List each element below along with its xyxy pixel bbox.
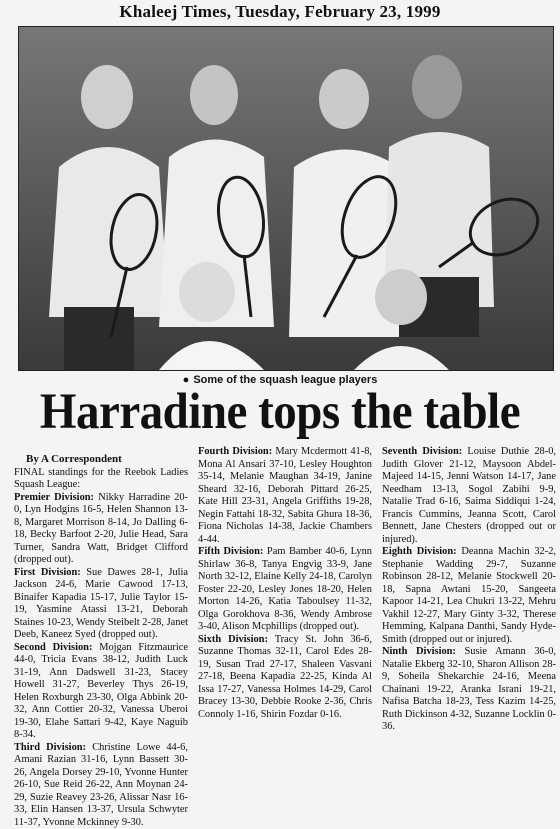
division-results (198, 634, 372, 722)
division-standings: Deanna Machin 32-2, Stephanie Wadding 29-7, Suzanne Robinson 28-12, Melanie Stockwell 20-18, Sapna Awtani 15-20, Sangeeta Kapoor 14-21, Lea Chukri 13-22, Mehru Vakhil 12-27, Mary Ginty 3-32, Therese Hemming, Kalpana Danthi, Sandy Hyde-Smith (dropped out or injured). (382, 546, 556, 645)
division-results (14, 742, 188, 829)
division-name: Fourth Division: (198, 446, 272, 457)
article-column (198, 446, 372, 758)
division-results (198, 446, 372, 546)
division-standings: Sue Dawes 28-1, Julia Jackson 24-6, Marie Cawood 17-13, Binaifer Kapadia 15-17, Julie Taylor 15-19, Yasmine Atassi 13-21, Deborah Staines 10-23, Wendy Steibelt 2-28, Janet Deeb, Kaneez Syed (dropped out). (14, 567, 188, 641)
division-results (198, 546, 372, 634)
division-results (382, 646, 556, 734)
division-standings: Tracy St. John 36-6, Suzanne Thomas 32-11, Carol Edes 28-19, Susan Trad 27-17, Shaleen Vasvani 27-18, Beena Kapadia 22-25, Kinda Al Issa 17-27, Vanessa Holmes 14-29, Carol Bracey 13-30, Debbie Rooke 2-36, Chris Connoly 1-16, Shirin Fozdar 0-16. (198, 634, 372, 720)
division-name: Second Division: (14, 642, 92, 653)
division-results (382, 546, 556, 646)
division-results (14, 492, 188, 567)
division-results (382, 446, 556, 546)
division-name: Premier Division: (14, 492, 94, 503)
caption-text: Some of the squash league players (193, 374, 377, 386)
division-name: Eighth Division: (382, 546, 457, 557)
division-name: Ninth Division: (382, 646, 456, 657)
division-standings: Louise Duthie 28-0, Judith Glover 21-12, Maysoon Abdel-Majeed 14-15, Jenni Watson 14-17, Jane Needham 13-13, Sogol Zabihi 9-9, Natalie Trad 6-16, Saima Siddiqui 1-24, Francis Cummins, Jeanna Scott, Carol Bennett, Jane Chesters (dropped out or injured). (382, 446, 556, 545)
masthead: Khaleej Times, Tuesday, February 23, 1999 (0, 2, 560, 22)
byline: By A Correspondent (14, 453, 188, 466)
squash-players-photo (18, 26, 554, 371)
photo-illustration (19, 27, 553, 370)
division-standings: Mojgan Fitzmaurice 44-0, Tricia Evans 38-12, Judith Luck 31-19, Ann Dadswell 31-23, Stacey Howell 31-27, Beverley Thys 26-19, Helen Roxburgh 23-30, Olga Abbink 20-32, Ann Cottier 20-32, Vanessa Uberoi 19-30, Elahe Sattari 9-42, Kaye Naguib 8-34. (14, 642, 188, 741)
division-name: Seventh Division: (382, 446, 462, 457)
article-column (14, 446, 188, 758)
division-standings: Pam Bamber 40-6, Lynn Shirlaw 36-8, Tanya Engvig 33-9, Jane North 32-12, Elaine Kelly 24-18, Carolyn Foster 22-20, Lesley Jones 18-20, Helen Morton 14-26, Katia Taboulsey 11-32, Olga Gorokhova 8-36, Wendy Ambrose 3-40, Alison Mcphillips (dropped out). (198, 546, 372, 632)
division-results (14, 567, 188, 642)
division-name: Sixth Division: (198, 634, 268, 645)
division-name: First Division: (14, 567, 81, 578)
division-standings: Nikky Harradine 20-0, Lyn Hodgins 16-5, Helen Shannon 13-8, Margaret Morrison 8-14, Jo Dalling 6-18, Becky Barfoot 2-20, Julie Head, Sara Turner, Sandra Watt, Bridget Clifford (dropped out). (14, 492, 188, 566)
division-standings: Mary Mcdermott 41-8, Mona Al Ansari 37-10, Lesley Houghton 35-14, Melanie Maughan 34-19, Janine Sheard 32-16, Deborah Pittard 26-25, Kate Hill 23-31, Angela Griffiths 19-28, Negin Fattahi 18-32, Sabita Ghura 18-36, Fiona Nicholas 14-38, Jackie Chambers 4-44. (198, 446, 372, 545)
intro-paragraph: FINAL standings for the Reebok Ladies Squash League: (14, 467, 188, 492)
article-body (14, 446, 556, 758)
division-standings: Susie Amann 36-0, Natalie Ekberg 32-10, Sharon Allison 28-9, Soheila Shekarchie 24-16, Meena Chainani 19-22, Aranka Israni 19-21, Nafisa Batcha 18-23, Tess Kazim 14-25, Ruth Dickinson 4-32, Suzanne Locklin 0-36. (382, 646, 556, 732)
division-standings: Christine Lowe 44-6, Amani Razian 31-16, Lynn Bassett 30-26, Angela Dorsey 29-10, Yvonne Hunter 26-10, Sue Reid 26-22, Ann Moynan 24-29, Suzie Reavey 23-26, Alissar Nasr 16-33, Elin Hansen 13-37, Ursula Schwyter 11-37, Yvonne Mckinney 9-30. (14, 742, 188, 828)
article-column (382, 446, 556, 758)
bullet-icon: ● (183, 374, 190, 386)
division-results (14, 642, 188, 742)
division-name: Third Division: (14, 742, 86, 753)
division-name: Fifth Division: (198, 546, 263, 557)
headline: Harradine tops the table (0, 384, 560, 440)
